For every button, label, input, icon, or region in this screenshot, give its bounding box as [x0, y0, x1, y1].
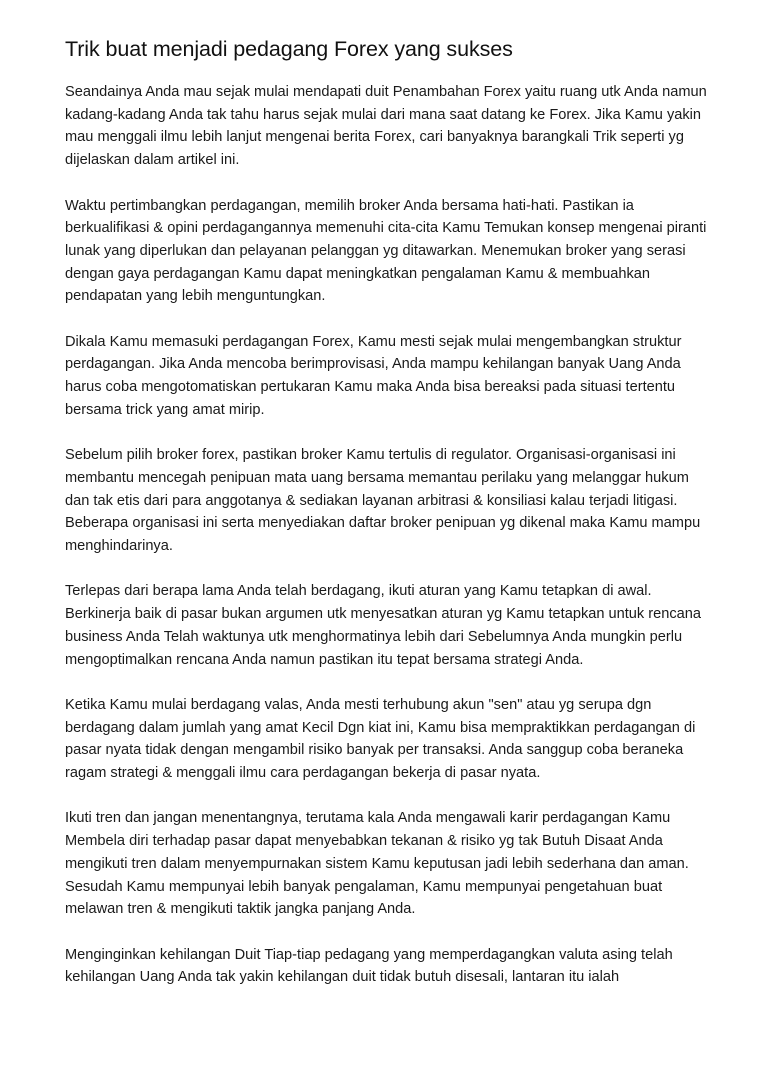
- paragraph-5: Terlepas dari berapa lama Anda telah berdagang, ikuti aturan yang Kamu tetapkan di awal. Berkinerja baik di pasar bukan argumen utk menyesatkan aturan yg Kamu tetapkan untuk rencana business Anda Telah waktunya utk menghormatinya lebih dari Sebelumnya Anda mungkin perlu mengoptimalkan rencana Anda namun pastikan itu tepat bersama strategi Anda.: [65, 583, 702, 668]
- paragraph-4: Sebelum pilih broker forex, pastikan broker Kamu tertulis di regulator. Organisasi-organisasi ini membantu mencegah penipuan mata uang bersama memantau perilaku yang melanggar hukum dan tak etis dari para anggotanya & sediakan layanan arbitrasi & konsiliasi kalau terjadi litigasi. Beberapa organisasi ini serta menyediakan daftar broker penipuan yg dikenal maka Kamu mampu menghindarinya.: [65, 447, 701, 555]
- document-page: [65, 34, 715, 1012]
- paragraph-2: Waktu pertimbangkan perdagangan, memilih broker Anda bersama hati-hati. Pastikan ia berkualifikasi & opini perdagangannya memenuhi cita-cita Kamu Temukan konsep mengenai piranti lunak yang diperlukan dan pelayanan pelanggan yg ditawarkan. Menemukan broker yang serasi dengan gaya perdagangan Kamu dapat meningkatkan pengalaman Kamu & membuahkan pendapatan yang lebih menguntungkan.: [65, 197, 707, 305]
- page-title: Trik buat menjadi pedagang Forex yang sukses: [65, 37, 513, 61]
- paragraph-6: Ketika Kamu mulai berdagang valas, Anda mesti terhubung akun "sen" atau yg serupa dgn berdagang dalam jumlah yang amat Kecil Dgn kiat ini, Kamu bisa mempraktikkan perdagangan di pasar nyata tidak dengan mengambil risiko banyak per transaksi. Anda sanggup coba beraneka ragam strategi & menggali ilmu cara perdagangan bekerja di pasar nyata.: [65, 696, 696, 782]
- paragraph-8: Menginginkan kehilangan Duit Tiap-tiap pedagang yang memperdagangkan valuta asing telah kehilangan Uang Anda tak yakin kehilangan duit tidak butuh disesali, lantaran itu ialah: [65, 946, 673, 986]
- paragraph-7: Ikuti tren dan jangan menentangnya, terutama kala Anda mengawali karir perdagangan Kamu Membela diri terhadap pasar dapat menyebabkan tekanan & risiko yg tak Butuh Disaat Anda mengikuti tren dalam menyempurnakan sistem Kamu keputusan jadi lebih sederhana dan aman. Sesudah Kamu mempunyai lebih banyak pengalaman, Kamu mempunyai pengetahuan buat melawan tren & mengikuti taktik jangka panjang Anda.: [65, 810, 689, 918]
- paragraph-1: Seandainya Anda mau sejak mulai mendapati duit Penambahan Forex yaitu ruang utk Anda namun kadang-kadang Anda tak tahu harus sejak mulai dari mana saat datang ke Forex. Jika Kamu yakin mau menggali ilmu lebih lanjut mengenai berita Forex, cari banyaknya barangkali Trik seperti yg dijelaskan dalam artikel ini.: [65, 84, 707, 169]
- paragraph-3: Dikala Kamu memasuki perdagangan Forex, Kamu mesti sejak mulai mengembangkan struktur perdagangan. Jika Anda mencoba berimprovisasi, Anda mampu kehilangan banyak Uang Anda harus coba mengotomatiskan pertukaran Kamu maka Anda bisa bereaksi pada situasi tertentu bersama trick yang amat mirip.: [65, 333, 682, 418]
